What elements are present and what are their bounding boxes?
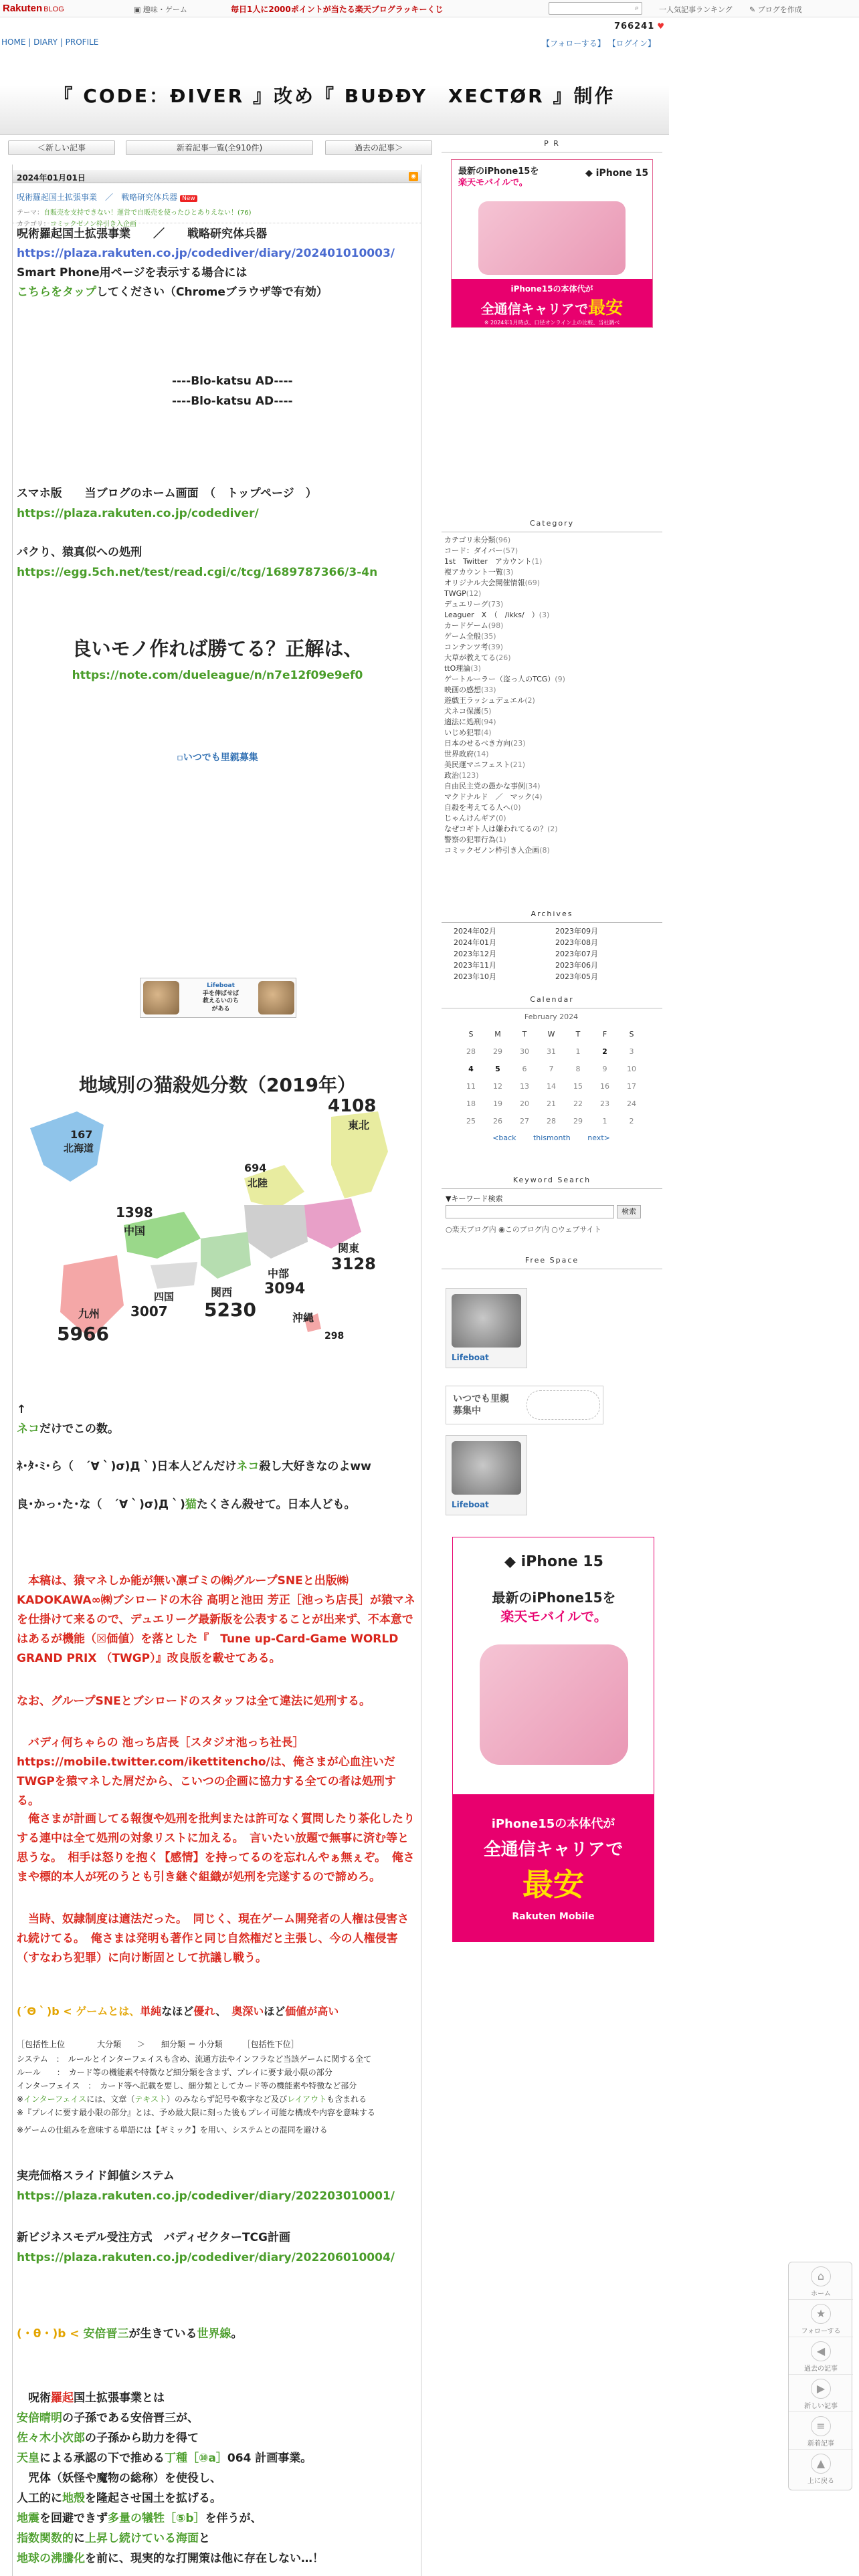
archive-item[interactable]: 2023年10月 <box>454 972 496 981</box>
ad-label-2: ----Blo-katsu AD---- <box>172 395 293 408</box>
slide-link[interactable]: https://plaza.rakuten.co.jp/codediver/diary/202203010001/ <box>17 2189 395 2203</box>
login-link[interactable]: 【ログイン】 <box>607 39 656 48</box>
older-post-button[interactable]: 過去の記事＞ <box>325 140 432 155</box>
cat-drawing-icon <box>527 1390 600 1420</box>
label-hokkaido: 北海道 <box>64 1142 94 1154</box>
value-chubu: 3094 <box>264 1281 306 1297</box>
spec-2: システム ： ルールとインターフェイスも含め、流通方法やインフラなど当該ゲームに関する全て <box>17 2054 372 2064</box>
calendar-day: 26 <box>493 1116 502 1125</box>
category-item[interactable]: 適法に処刑(94) <box>444 718 496 726</box>
calendar-weekday: S <box>468 1029 474 1039</box>
calendar-day: 11 <box>466 1081 476 1091</box>
radio-rakuten[interactable]: ○ <box>446 1225 452 1234</box>
archives-right <box>555 926 598 982</box>
region-shikoku <box>151 1262 197 1289</box>
calendar-day: 15 <box>573 1081 583 1091</box>
arrow-up-icon: ▲ <box>811 2454 831 2474</box>
category-item[interactable]: コミックゼノン枠引き入企画(8) <box>444 846 550 855</box>
calendar-day: 6 <box>522 1064 527 1073</box>
value-kyushu: 5966 <box>57 1323 109 1345</box>
star-icon: ★ <box>811 2304 831 2324</box>
project-line-9: 地球の沸騰化を前に、現実的な打開策は他に存在しない…！ <box>17 2552 324 2565</box>
category-item[interactable]: 犬ネコ保護(5) <box>444 707 492 716</box>
calendar-day: 1 <box>575 1047 581 1056</box>
archive-item[interactable]: 2023年07月 <box>555 950 598 958</box>
project-line-5: 咒体（妖怪や魔物の総称）を使役し、 <box>17 2472 221 2485</box>
project-line-8: 指数関数的に上昇し続けている海面と <box>17 2532 210 2545</box>
post-category: カテゴリ：コミックゼノン枠引き入企画 <box>17 221 136 228</box>
calendar-weekday: T <box>575 1029 581 1039</box>
model-label: 新ビジネスモデル受注方式 バディゼクターTCG計画 <box>17 2231 290 2244</box>
archives-heading: Archives <box>442 909 662 923</box>
lottery-promo-link[interactable]: 毎日1人に2000ポイントが当たる楽天ブログラッキーくじ <box>231 5 444 14</box>
region-kansai <box>201 1232 251 1279</box>
category-item[interactable]: TWGP(12) <box>444 589 482 598</box>
cal-next[interactable]: next> <box>587 1134 610 1142</box>
note-link[interactable]: https://note.com/dueleague/n/n7e12f09e9ef0 <box>72 669 363 682</box>
category-link[interactable]: コミックゼノン枠引き入企画 <box>50 221 136 228</box>
pr-heading: P R <box>442 139 662 152</box>
category-item[interactable]: 日本のせるべき方向(23) <box>444 739 526 748</box>
project-line-1: 呪術羅起国土拡張事業とは <box>17 2391 165 2405</box>
category-item[interactable]: 美民運マニフェスト(21) <box>444 760 526 769</box>
genre-link[interactable]: ▣ 趣味・ゲーム <box>134 5 187 14</box>
calendar-day[interactable]: 5 <box>495 1064 500 1073</box>
category-item[interactable]: 大草が教えてる(26) <box>444 653 511 662</box>
floating-nav <box>788 2262 852 2490</box>
tv-icon: ▣ <box>134 5 143 14</box>
nav-diary[interactable]: DIARY <box>33 37 58 47</box>
label-shikoku: 四国 <box>154 1291 175 1303</box>
calendar-day: 13 <box>520 1081 529 1091</box>
lifeboat-image-2[interactable]: Lifeboat <box>446 1435 527 1515</box>
body-heading: 呪術羅起国土拡張事業 ／ 戦略研究体兵器 <box>17 227 267 241</box>
category-item[interactable]: いじめ犯罪(4) <box>444 728 492 737</box>
radio-web[interactable]: ○ <box>551 1225 558 1234</box>
value-hokuriku: 694 <box>244 1162 267 1174</box>
apple-logo: ◆ iPhone 15 <box>504 1553 603 1570</box>
category-item[interactable]: なぜコギト人は嫌われてるの？(2) <box>444 825 558 833</box>
blog-nav: HOME | DIARY | PROFILE <box>1 37 99 47</box>
arrow-up: ↑ <box>17 1403 27 1416</box>
label-kyushu: 九州 <box>78 1307 100 1320</box>
archives-left <box>454 926 496 982</box>
category-item[interactable]: 自由民主党の愚かな事例(34) <box>444 782 541 790</box>
calendar-day: 29 <box>493 1047 502 1056</box>
follow-login <box>542 37 656 49</box>
label-tohoku: 東北 <box>348 1119 370 1132</box>
list-icon: ≡ <box>811 2416 831 2436</box>
calendar-weekday: F <box>602 1029 607 1039</box>
category-item[interactable]: オリジナル大会開催情報(69) <box>444 578 541 587</box>
calendar-day: 8 <box>575 1064 581 1073</box>
calendar-day: 20 <box>520 1099 529 1108</box>
category-item[interactable]: 1st Twitter アカウント(1) <box>444 557 543 566</box>
arrow-left-icon: ◀ <box>811 2341 831 2361</box>
category-item[interactable]: 世界政府(14) <box>444 750 489 758</box>
calendar-heading: Calendar <box>442 995 662 1008</box>
spec-4: インターフェイス ： カード等へ記載を要し、細分類としてカード等の機能素や特徴など部分 <box>17 2081 357 2090</box>
nav-home[interactable]: HOME <box>1 37 26 47</box>
kitten-icon <box>258 981 294 1014</box>
kitten-icon <box>143 981 179 1014</box>
calendar-month: February 2024 <box>524 1012 579 1021</box>
project-line-6: 人工的に地殻を隆起させ国土を拡げる。 <box>17 2492 221 2505</box>
label-chubu: 中部 <box>268 1267 290 1280</box>
line-yokatta: 良･かっ･た･な（ ´∀｀)σ)Д｀)猫たくさん殺せて。日本人ども。 <box>17 1498 356 1511</box>
apple-logo: ◆ iPhone 15 <box>585 168 649 179</box>
value-chugoku: 1398 <box>116 1204 153 1220</box>
broken-image-icon: ▫ <box>177 752 183 763</box>
calendar-day: 21 <box>547 1099 556 1108</box>
category-item[interactable]: 政治(123) <box>444 771 479 780</box>
cat-count-line: ネコだけでこの数。 <box>17 1422 119 1436</box>
5ch-link[interactable]: https://egg.5ch.net/test/read.cgi/c/tcg/1689787366/3-4n <box>17 566 378 579</box>
freespace-heading: Free Space <box>442 1256 662 1269</box>
category-heading: Category <box>442 519 662 532</box>
float-top[interactable]: ▲ 上に戻る <box>789 2450 853 2487</box>
new-badge: New <box>180 195 197 202</box>
calendar-day: 28 <box>466 1047 476 1056</box>
blog-title[interactable]: 『 CODE：ĐIVER 』改め『 BUĐĐY XECTØR 』制作 <box>54 85 615 107</box>
calendar-weekday: W <box>547 1029 555 1039</box>
calendar-day: 18 <box>466 1099 476 1108</box>
home-label: スマホ版 当ブログのホーム画面 （ トップページ ） <box>17 487 317 500</box>
calendar-grid <box>458 1025 645 1130</box>
archive-item[interactable]: 2023年06月 <box>555 961 598 970</box>
cal-prev[interactable]: <back <box>492 1134 516 1142</box>
spec-1: ［包括性上位 大分類 ＞ 細分類 ＝ 小分類 ［包括性下位］ <box>17 2040 299 2049</box>
calendar-day: 12 <box>493 1081 502 1091</box>
blog-header-banner <box>0 52 669 135</box>
keyword-label: ▼キーワード検索 <box>446 1194 503 1203</box>
post-date: 2024年01月01日 <box>17 173 86 183</box>
category-item[interactable]: カテゴリ未分類(96) <box>444 536 511 544</box>
calendar-day[interactable]: 4 <box>468 1064 474 1073</box>
calendar-day: 14 <box>547 1081 556 1091</box>
copy-label: パクり、猿真似への処刑 <box>17 546 142 559</box>
lifeboat-banner[interactable]: Lifeboat 手を伸ばせば救えるいのちがある <box>140 978 296 1018</box>
category-item[interactable]: じゃんけんギア(0) <box>444 814 506 823</box>
label-okinawa: 沖縄 <box>292 1311 314 1324</box>
archive-item[interactable]: 2024年01月 <box>454 938 496 947</box>
phone-image <box>480 1644 628 1765</box>
calendar-day: 29 <box>573 1116 583 1125</box>
project-line-7: 地震を回避できず多量の犠牲［⑤b］を伴うが、 <box>17 2512 262 2525</box>
post-header <box>13 189 421 228</box>
calendar-day: 22 <box>573 1099 583 1108</box>
archive-item[interactable]: 2024年02月 <box>454 927 496 936</box>
ad-label-1: ----Blo-katsu AD---- <box>172 374 293 388</box>
calendar-day: 24 <box>627 1099 636 1108</box>
calendar-day: 16 <box>600 1081 609 1091</box>
float-follow[interactable]: ★ フォローする <box>789 2300 853 2337</box>
calendar-day: 30 <box>520 1047 529 1056</box>
archive-item[interactable]: 2023年11月 <box>454 961 496 970</box>
category-list <box>444 535 565 856</box>
rakuten-logo[interactable]: Rakuten BLOG <box>3 3 64 14</box>
calendar-day: 1 <box>602 1116 607 1125</box>
category-item[interactable]: 警察の犯罪行為(1) <box>444 835 506 844</box>
post-date-bar <box>13 170 421 183</box>
global-search-input[interactable] <box>549 2 642 15</box>
category-item[interactable]: マクドナルド ／ マック(4) <box>444 792 543 801</box>
value-tohoku: 4108 <box>328 1096 377 1116</box>
calendar-day: 10 <box>627 1064 636 1073</box>
tap-line: こちらをタップしてください（Chromeブラウザ等で有効） <box>17 286 328 299</box>
calendar-day: 9 <box>602 1064 607 1073</box>
pen-icon: ✎ <box>749 5 758 14</box>
label-hokuriku: 北陸 <box>248 1177 268 1189</box>
satooya-image[interactable]: いつでも里親募集中 <box>446 1386 603 1424</box>
float-past[interactable]: ◀ 過去の記事 <box>789 2337 853 2375</box>
rss-icon[interactable]: ◉ <box>409 172 418 181</box>
kitten-icon <box>452 1294 521 1348</box>
statement-p2: なお、グループSNEとブシロードのスタッフは全て違法に処刑する。 <box>17 1695 371 1708</box>
arrow-right-icon: ▶ <box>811 2379 831 2399</box>
phone-image <box>478 201 626 275</box>
ad-bottom: iPhone15の本体代が 全通信キャリアで 最安 Rakuten Mobile <box>453 1794 654 1941</box>
keyword-input[interactable] <box>446 1205 614 1218</box>
sp-note: Smart Phone用ページを表示する場合には <box>17 266 248 280</box>
statement-p4: 俺さまが計画してる報復や処刑を批判または許可なく質問したり茶化したりする連中は全て処刑の対象リストに加える。 言いたい放題で無事に済む等と思うな。 相手は怒りを抱く【感情】を持ってるのを忘れんやぁ無ぇぞ。 俺さまや標的本人が死のうとも引き継ぐ組織が処刑を完遂するので諦めろ。 <box>17 1812 415 1884</box>
category-item[interactable]: 自殺を考えてる人へ(0) <box>444 803 521 812</box>
float-newest[interactable]: ≡ 新着記事 <box>789 2412 853 2450</box>
float-home[interactable]: ⌂ ホーム <box>789 2262 853 2300</box>
spec-3: ルール ： カード等の機能素や特徴など細分類を含まず、プレイに要す最小限の部分 <box>17 2068 332 2077</box>
tap-link[interactable]: こちらをタップ <box>17 286 96 299</box>
access-counter: 766241 ♥ <box>614 21 666 31</box>
kitten-icon <box>452 1441 521 1495</box>
calendar-day[interactable]: 2 <box>602 1047 607 1056</box>
lifeboat-image-1[interactable]: Lifeboat <box>446 1288 527 1368</box>
calendar-day: 2 <box>629 1116 634 1125</box>
ad-bottom: iPhone15の本体代が 全通信キャリアで最安 ※ 2024年1月時点、口径オンライン上の比較、当社調べ <box>452 279 652 327</box>
calendar-weekday: S <box>629 1029 634 1039</box>
category-item[interactable]: ゲーム全般(35) <box>444 632 496 641</box>
keyword-search-button[interactable]: 検索 <box>617 1205 641 1218</box>
big-heading: 良いモノ作れば勝てる？正解は、 <box>72 637 363 660</box>
newer-post-button[interactable]: ＜新しい記事 <box>8 140 115 155</box>
value-kansai: 5230 <box>204 1299 256 1321</box>
project-line-2: 安倍晴明の子孫である安倍晋三が、 <box>17 2411 199 2425</box>
project-line-4: 天皇による承認の下で推める丁種［⑩a］064 計画事業。 <box>17 2452 312 2465</box>
label-chugoku: 中国 <box>124 1224 146 1237</box>
follow-link[interactable]: 【フォローする】 <box>542 39 605 48</box>
category-item[interactable]: 遊戯王ラッシュデュエル(2) <box>444 696 535 705</box>
category-item[interactable]: ttO理論(3) <box>444 664 481 673</box>
slide-label: 実売価格スライド卸値システム <box>17 2169 175 2183</box>
category-item[interactable]: ゲートルーラー（盗っ人のTCG）(9) <box>444 675 565 683</box>
float-new[interactable]: ▶ 新しい記事 <box>789 2375 853 2412</box>
create-blog-link[interactable]: ✎ ブログを作成 <box>749 5 802 14</box>
category-item[interactable]: デュエリーグ(73) <box>444 600 504 609</box>
post-title[interactable]: 呪術羅起国土拡張事業 ／ 戦略研究体兵器 New <box>17 191 421 203</box>
search-icon: ⌕ <box>634 3 639 12</box>
statement-p3: バディ何ちゃらの 池っち店長［スタジオ池っち社長］https://mobile.twitter.com/ikettitencho/は、俺さまが心血注いだTWGPを猿マネした屑だから、こいつの企画に協力する全ての者は処刑する。 <box>17 1736 396 1808</box>
spec-5: ※インターフェイスには、文章（テキスト）のみならず記号や数字など及びレイアウトも含まれる <box>17 2095 367 2104</box>
search-scope: ○楽天ブログ内 ◉このブログ内 ○ウェブサイト <box>446 1225 601 1234</box>
home-icon: ⌂ <box>811 2266 831 2286</box>
calendar-day: 19 <box>493 1099 502 1108</box>
home-link[interactable]: https://plaza.rakuten.co.jp/codediver/ <box>17 507 259 520</box>
heart-icon: ♥ <box>657 21 666 31</box>
calendar-day: 7 <box>549 1064 554 1073</box>
cat-map <box>17 1065 418 1399</box>
category-item[interactable]: カードゲーム(98) <box>444 621 504 630</box>
category-item[interactable]: コンテンツ考(39) <box>444 643 504 651</box>
cal-this[interactable]: thismonth <box>533 1134 571 1142</box>
calendar-day: 28 <box>547 1116 556 1125</box>
region-kanto <box>304 1198 361 1249</box>
global-topbar <box>0 0 859 17</box>
radio-this-blog[interactable]: ◉ <box>498 1225 505 1234</box>
main-column <box>12 165 421 2576</box>
calendar-day: 17 <box>627 1081 636 1091</box>
iphone-ad-small[interactable]: 最新のiPhone15を 楽天モバイルで。 ◆ iPhone 15 iPhone15の本体代が 全通信キャリアで最安 ※ 2024年1月時点、口径オンライン上の比較、当社調べ <box>451 159 653 328</box>
iphone-ad-large[interactable]: ◆ iPhone 15 最新のiPhone15を 楽天モバイルで。 iPhone15の本体代が 全通信キャリアで 最安 Rakuten Mobile <box>452 1537 654 1942</box>
statement-p5: 当時、奴隷制度は適法だった。 同じく、現在ゲーム開発者の人権は侵害され続けてる。 俺さまは発明も著作と同じ自然権だと主張し、今の人権侵害（すなわち犯罪）に向け断固として抗議し戦う。 <box>17 1913 409 1965</box>
category-item[interactable]: Leaguer X （ /ikks/ ）(3) <box>444 611 550 619</box>
nav-profile[interactable]: PROFILE <box>65 37 99 47</box>
calendar <box>458 1012 645 1143</box>
value-kanto: 3128 <box>331 1255 376 1273</box>
statement-p1: 本稿は、猿マネしか能が無い凛ゴミの㈱グループSNEと出版㈱KADOKAWA∞㈱ブシロードの木谷 高明と池田 芳正［池っち店長］が猿マネを仕掛けて来るので、デュエリーグ最新版を公表することが出来ず、不本意ではあるが機能（☒価値）を落とした『 Tune up-Card-Game WORLD GRAND PRIX （TWGP）』改良版を載せてある。 <box>17 1574 415 1665</box>
map-title: 地域別の猫殺処分数（2019年） <box>79 1074 356 1096</box>
theme-link[interactable]: 自販売を支持できない！運営で自販売を使ったひとありえない！(76) <box>43 209 252 217</box>
calendar-weekday: T <box>522 1029 527 1039</box>
category-item[interactable]: 複アカウント一覧(3) <box>444 568 514 576</box>
archive-item[interactable]: 2023年09月 <box>555 927 598 936</box>
archive-item[interactable]: 2023年08月 <box>555 938 598 947</box>
category-item[interactable]: 映画の感想(33) <box>444 685 496 694</box>
sp-link[interactable]: https://plaza.rakuten.co.jp/codediver/diary/202401010003/ <box>17 247 395 260</box>
archive-item[interactable]: 2023年12月 <box>454 950 496 958</box>
region-chubu <box>244 1205 308 1259</box>
label-kanto: 関東 <box>338 1242 360 1255</box>
project-line-3: 佐々木小次郎の子孫から助力を得て <box>17 2432 199 2445</box>
calendar-weekday: M <box>494 1029 501 1039</box>
calendar-day: 3 <box>629 1047 634 1056</box>
calendar-day: 25 <box>466 1116 476 1125</box>
cat-map-figure <box>17 1065 418 1399</box>
satooya-image-link[interactable]: ▫いつでも里親募集 <box>177 752 258 763</box>
calendar-day: 23 <box>600 1099 609 1108</box>
calendar-day: 27 <box>520 1116 529 1125</box>
post-theme: テーマ：自販売を支持できない！運営で自販売を使ったひとありえない！(76) <box>17 209 252 217</box>
category-item[interactable]: コード：ダイバー(57) <box>444 546 518 555</box>
ranking-link[interactable]: 一人気記事ランキング <box>659 5 733 14</box>
spec-6: ※『プレイに要す最小限の部分』とは、予め最大限に刻った後もプレイ可能な構成や内容を意味する <box>17 2108 375 2117</box>
spec-7: ※ゲームの仕組みを意味する単語には【ギミック】を用い、システムとの混同を避ける <box>17 2125 328 2135</box>
label-kansai: 関西 <box>211 1286 233 1299</box>
model-link[interactable]: https://plaza.rakuten.co.jp/codediver/diary/202206010004/ <box>17 2251 395 2264</box>
value-hokkaido: 167 <box>70 1128 93 1141</box>
abe-line: (・θ・)b < 安倍晋三が生きている世界線。 <box>17 2327 243 2341</box>
calendar-day: 31 <box>547 1047 556 1056</box>
keyword-heading: Keyword Search <box>442 1176 662 1189</box>
game-line: (´Θ｀)b < ゲームとは、単純なほど優れ、 奥深いほど価値が高い <box>17 2005 339 2018</box>
post-list-button[interactable]: 新着記事一覧(全910件) <box>126 140 313 155</box>
archive-item[interactable]: 2023年05月 <box>555 972 598 981</box>
line-netami: ﾈ･ﾀ･ﾐ･ら（ ´∀｀)σ)Д｀)日本人どんだけネコ殺し大好きなのよww <box>17 1460 371 1473</box>
value-shikoku: 3007 <box>130 1303 168 1319</box>
value-okinawa: 298 <box>324 1331 345 1341</box>
